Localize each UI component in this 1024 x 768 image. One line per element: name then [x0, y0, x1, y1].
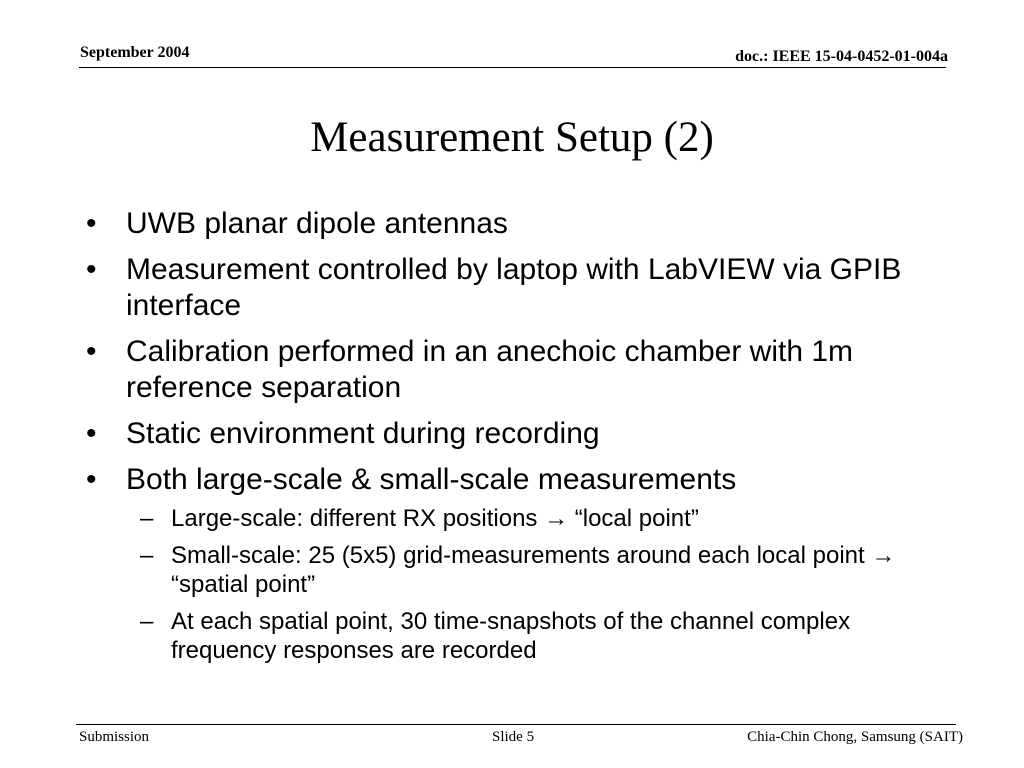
bullet-item — [82, 462, 942, 498]
bullet-item — [82, 206, 942, 242]
sub-bullet-marker: – — [140, 542, 154, 569]
bullet-text: Calibration performed in an anechoic chamber with 1m reference separation — [126, 335, 854, 404]
sub-bullet-text: Large-scale: different RX positions → “local point” — [171, 505, 699, 532]
footer-divider — [76, 724, 956, 725]
bullet-item — [82, 416, 942, 452]
bullet-marker: • — [86, 417, 97, 450]
header-divider — [79, 67, 946, 68]
bullet-marker: • — [86, 207, 97, 240]
sub-bullet-item — [82, 504, 942, 533]
bullet-marker: • — [86, 335, 97, 368]
bullet-text: Measurement controlled by laptop with LabVIEW via GPIB interface — [126, 253, 902, 322]
sub-bullet-item — [82, 541, 942, 599]
header-date: September 2004 — [80, 44, 190, 61]
sub-bullet-list — [82, 504, 942, 665]
footer-author: Chia-Chin Chong, Samsung (SAIT) — [747, 729, 963, 745]
footer-submission: Submission — [79, 729, 150, 745]
bullet-item — [82, 252, 942, 324]
bullet-text: Both large-scale & small-scale measurements — [126, 463, 737, 496]
bullet-list — [82, 206, 942, 673]
sub-bullet-text: At each spatial point, 30 time-snapshots of the channel complex frequency responses are recorded — [171, 608, 851, 664]
sub-bullet-text: Small-scale: 25 (5x5) grid-measurements around each local point → “spatial point” — [171, 542, 896, 598]
bullet-marker: • — [86, 253, 97, 286]
bullet-text: UWB planar dipole antennas — [126, 207, 508, 240]
bullet-marker: • — [86, 463, 97, 496]
sub-bullet-marker: – — [140, 608, 154, 635]
sub-bullet-marker: – — [140, 505, 154, 532]
header-doc-id: doc.: IEEE 15-04-0452-01-004a — [735, 48, 948, 65]
slide-title: Measurement Setup (2) — [310, 114, 714, 161]
sub-bullet-item — [82, 607, 942, 665]
bullet-text: Static environment during recording — [126, 417, 600, 450]
footer-slide-number: Slide 5 — [492, 729, 535, 745]
bullet-item — [82, 334, 942, 406]
